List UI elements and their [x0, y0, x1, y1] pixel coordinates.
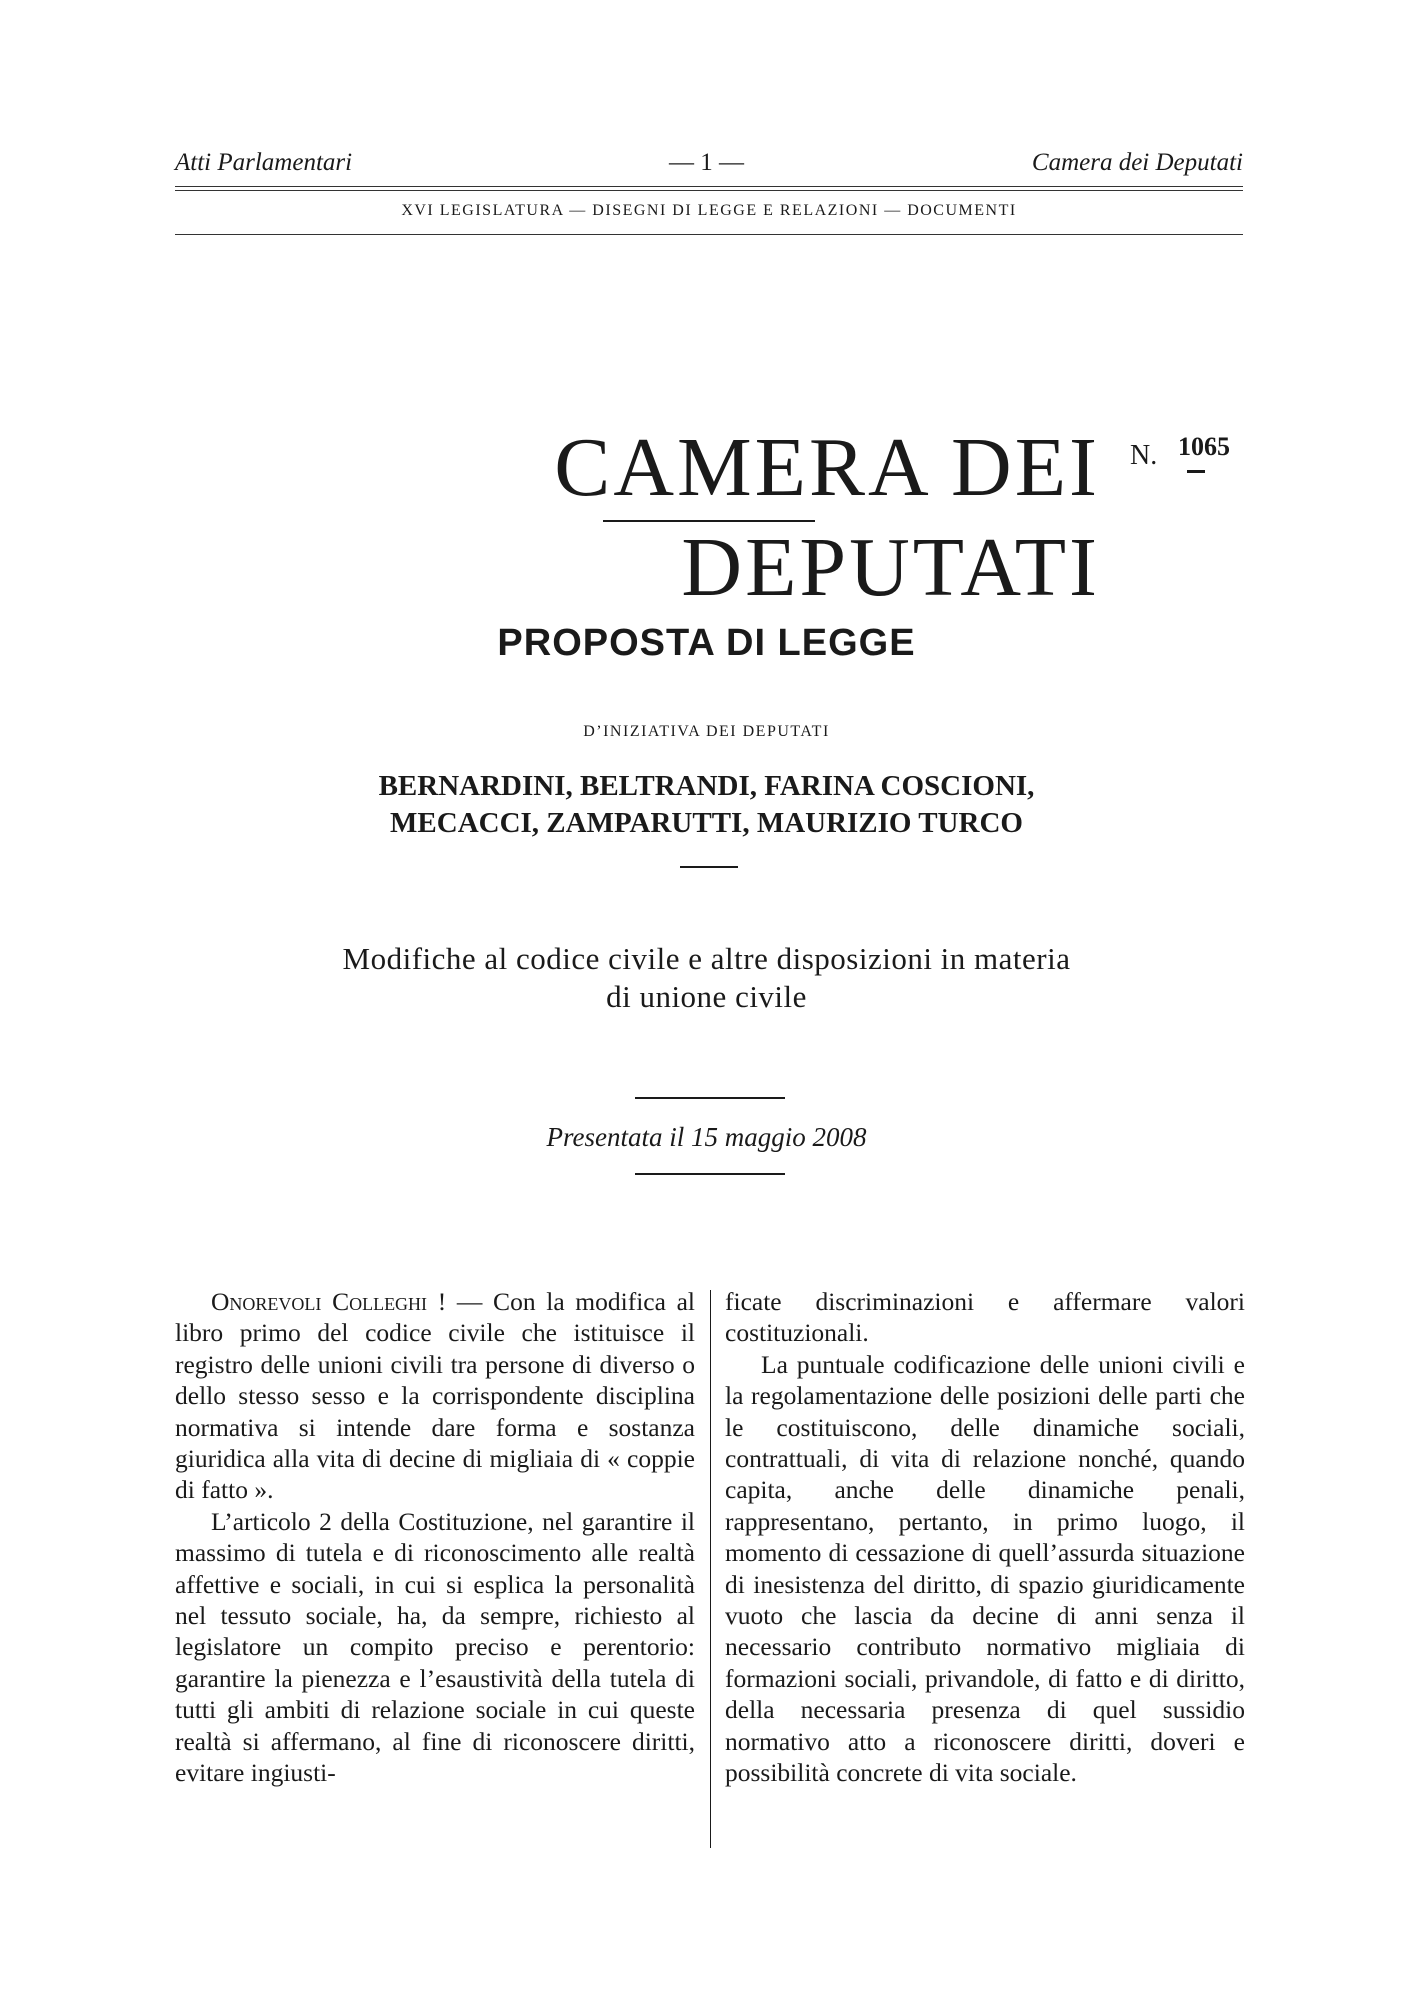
- bill-subject: [0, 940, 1413, 1016]
- header-right: Camera dei Deputati: [1031, 149, 1243, 176]
- body-column-right: [725, 1286, 1245, 1789]
- subject-line: di unione civile: [606, 979, 807, 1014]
- body-column-left: [175, 1286, 695, 1789]
- body-paragraph: L’articolo 2 della Costituzione, nel garantire il massimo di tutela e di riconoscimento alle realtà affettive e sociali, in cui si esplica la personalità nel tessuto sociale, ha, da sempre, richiesto al legislatore un compito preciso e perentorio: garantire la pienezza e l’esaustività della tutela di tutti gli ambiti di relazione sociale in cui queste realtà si affermano, al fine di riconoscere diritti, evitare ingiusti-: [175, 1506, 695, 1788]
- document-number-dash: [1187, 470, 1205, 473]
- paragraph-text: ! — Con la modifica al libro primo del codice civile che istituisce il registro delle unioni civili tra persone di diverso o dello stesso sesso e la corrispondente disciplina normativa si intende dare forma e sostanza giuridica alla vita di decine di migliaia di « coppie di fatto ».: [175, 1287, 695, 1505]
- subheader-rule: [175, 234, 1243, 235]
- date-rule-top: [635, 1097, 785, 1099]
- salutation: Onorevoli Colleghi: [211, 1287, 428, 1316]
- authors-block: [0, 768, 1413, 842]
- column-divider: [710, 1290, 711, 1848]
- body-paragraph: ficate discriminazioni e affermare valori costituzionali.: [725, 1287, 1245, 1348]
- header-left: Atti Parlamentari: [175, 149, 353, 176]
- authors-line: MECACCI, ZAMPARUTTI, MAURIZIO TURCO: [390, 807, 1023, 839]
- authors-line: BERNARDINI, BELTRANDI, FARINA COSCIONI,: [378, 770, 1035, 802]
- date-rule-bottom: [635, 1173, 785, 1175]
- page-number: — 1 —: [669, 149, 744, 176]
- header-rule-bottom: [175, 190, 1243, 191]
- document-type-title: PROPOSTA DI LEGGE: [497, 622, 916, 664]
- presentation-date: Presentata il 15 maggio 2008: [546, 1122, 867, 1152]
- masthead-rule: [603, 520, 815, 522]
- document-number: 1065: [1178, 432, 1230, 461]
- chamber-masthead: CAMERA DEI DEPUTATI: [554, 421, 1100, 614]
- body-paragraph: La puntuale codificazione delle unioni civili e la regolamentazione delle posizioni delle parti che le costituiscono, delle dinamiche sociali, contrattuali, di vita di relazione nonché, quando capita, anche delle dinamiche penali, rappresentano, pertanto, in primo luogo, il momento di cessazione di quell’assurda situazione di inesistenza del diritto, di spazio giuridicamente vuoto che lascia da decine di anni senza il necessario contributo normativo migliaia di formazioni sociali, privandole, di fatto e di diritto, della necessaria presenza di quel sussidio normativo atto a riconoscere diritti, doveri e possibilità concrete di vita sociale.: [725, 1349, 1245, 1788]
- header-rule-top: [175, 186, 1243, 187]
- legislature-subheader: XVI LEGISLATURA — DISEGNI DI LEGGE E RELAZIONI — DOCUMENTI: [401, 202, 1017, 219]
- subject-line: Modifiche al codice civile e altre disposizioni in materia: [342, 941, 1071, 976]
- body-paragraph: [175, 1286, 695, 1506]
- initiative-label: D’INIZIATIVA DEI DEPUTATI: [583, 723, 830, 740]
- document-number-prefix: N.: [1130, 440, 1158, 471]
- authors-rule: [680, 866, 738, 868]
